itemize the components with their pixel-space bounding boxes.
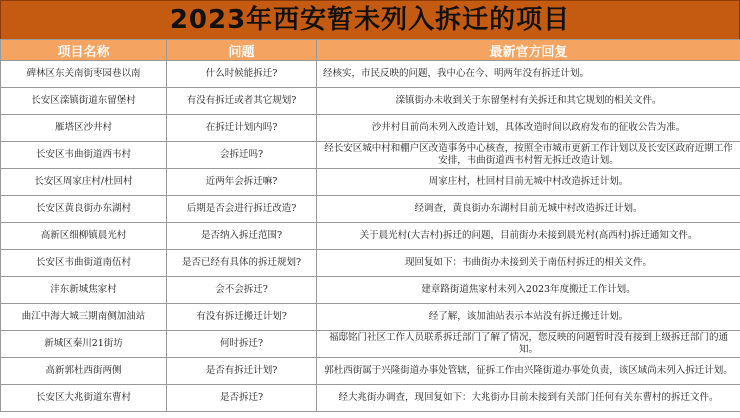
question-cell: 近两年会拆迁嘛? (167, 169, 317, 196)
reply-cell: 周家庄村，杜回村目前无城中村改造拆迁计划。 (317, 169, 740, 196)
reply-cell: 滦镇街办未收到关于东留堡村有关拆迁和其它规划的相关文件。 (317, 88, 740, 115)
sheet-title: 2023年西安暂未列入拆迁的项目 (0, 0, 740, 40)
question-cell: 有没有拆迁或者其它规划? (167, 88, 317, 115)
project-name-cell: 新城区秦川21街坊 (1, 331, 167, 358)
table-row (1, 277, 740, 304)
question-cell: 是否拆迁? (167, 385, 317, 412)
reply-cell: 郭杜西街属于兴隆街道办事处管辖，征拆工作由兴隆街道办事处负责，该区域尚未列入拆迁计划。 (317, 358, 740, 385)
question-cell: 何时拆迁? (167, 331, 317, 358)
column-header-name: 项目名称 (1, 40, 167, 61)
question-cell: 是否已经有具体的拆迁规划? (167, 250, 317, 277)
project-name-cell: 碑林区东关南街枣园巷以南 (1, 61, 167, 88)
table-row (1, 385, 740, 412)
reply-cell: 经核实，市民反映的问题，我中心在今、明两年没有拆迁计划。 (317, 61, 740, 88)
question-cell: 会拆迁吗? (167, 142, 317, 169)
table-row (1, 304, 740, 331)
question-cell: 是否纳入拆迁范围? (167, 223, 317, 250)
question-cell: 后期是否会进行拆迁改造? (167, 196, 317, 223)
project-name-cell: 长安区韦曲街道南伍村 (1, 250, 167, 277)
table-row (1, 88, 740, 115)
project-name-cell: 曲江中海大城三期南侧加油站 (1, 304, 167, 331)
table-row (1, 223, 740, 250)
question-cell: 有没有拆迁搬迁计划? (167, 304, 317, 331)
table-row (1, 358, 740, 385)
project-name-cell: 长安区黄良街办东湖村 (1, 196, 167, 223)
table-row (1, 331, 740, 358)
question-cell: 是否有拆迁计划? (167, 358, 317, 385)
table-row (1, 196, 740, 223)
column-header-reply: 最新官方回复 (317, 40, 740, 61)
project-name-cell: 长安区韦曲街道西韦村 (1, 142, 167, 169)
table-header-row (1, 40, 740, 61)
reply-cell: 经调查，黄良街办东湖村目前无城中村改造拆迁计划。 (317, 196, 740, 223)
reply-cell: 沙井村目前尚未列入改造计划，具体改造时间以政府发布的征收公告为准。 (317, 115, 740, 142)
reply-cell: 经长安区城中村和棚户区改造事务中心核查，按照全市城市更新工作计划以及长安区政府近期工作安排，韦曲街道西韦村暂无拆迁改造计划。 (317, 142, 740, 169)
table-row (1, 169, 740, 196)
question-cell: 在拆迁计划内吗? (167, 115, 317, 142)
project-name-cell: 雁塔区沙井村 (1, 115, 167, 142)
table-row (1, 142, 740, 169)
project-name-cell: 长安区滦镇街道东留堡村 (1, 88, 167, 115)
question-cell: 什么时候能拆迁? (167, 61, 317, 88)
reply-cell: 关于晨光村(大吉村)拆迁的问题，目前街办未接到晨光村(高西村)拆迁通知文件。 (317, 223, 740, 250)
project-name-cell: 长安区大兆街道东曹村 (1, 385, 167, 412)
reply-cell: 现回复如下：韦曲街办未接到关于南伍村拆迁的相关文件。 (317, 250, 740, 277)
table-row (1, 250, 740, 277)
reply-cell: 建章路街道焦家村未列入2023年度搬迁工作计划。 (317, 277, 740, 304)
table-row (1, 61, 740, 88)
column-header-question: 问题 (167, 40, 317, 61)
projects-table (0, 39, 740, 412)
project-name-cell: 沣东新城焦家村 (1, 277, 167, 304)
project-name-cell: 高新区细柳镇晨光村 (1, 223, 167, 250)
reply-cell: 经了解，该加油站表示本站没有拆迁搬迁计划。 (317, 304, 740, 331)
table-row (1, 115, 740, 142)
question-cell: 会不会拆迁? (167, 277, 317, 304)
project-name-cell: 高新郭杜西街两侧 (1, 358, 167, 385)
reply-cell: 经大兆街办调查，现回复如下：大兆街办目前未接到有关部门任何有关东曹村的拆迁文件。 (317, 385, 740, 412)
project-name-cell: 长安区周家庄村/杜回村 (1, 169, 167, 196)
reply-cell: 福邸铭门社区工作人员联系拆迁部门了解了情况，您反映的问题暂时没有接到上级拆迁部门的通知。 (317, 331, 740, 358)
